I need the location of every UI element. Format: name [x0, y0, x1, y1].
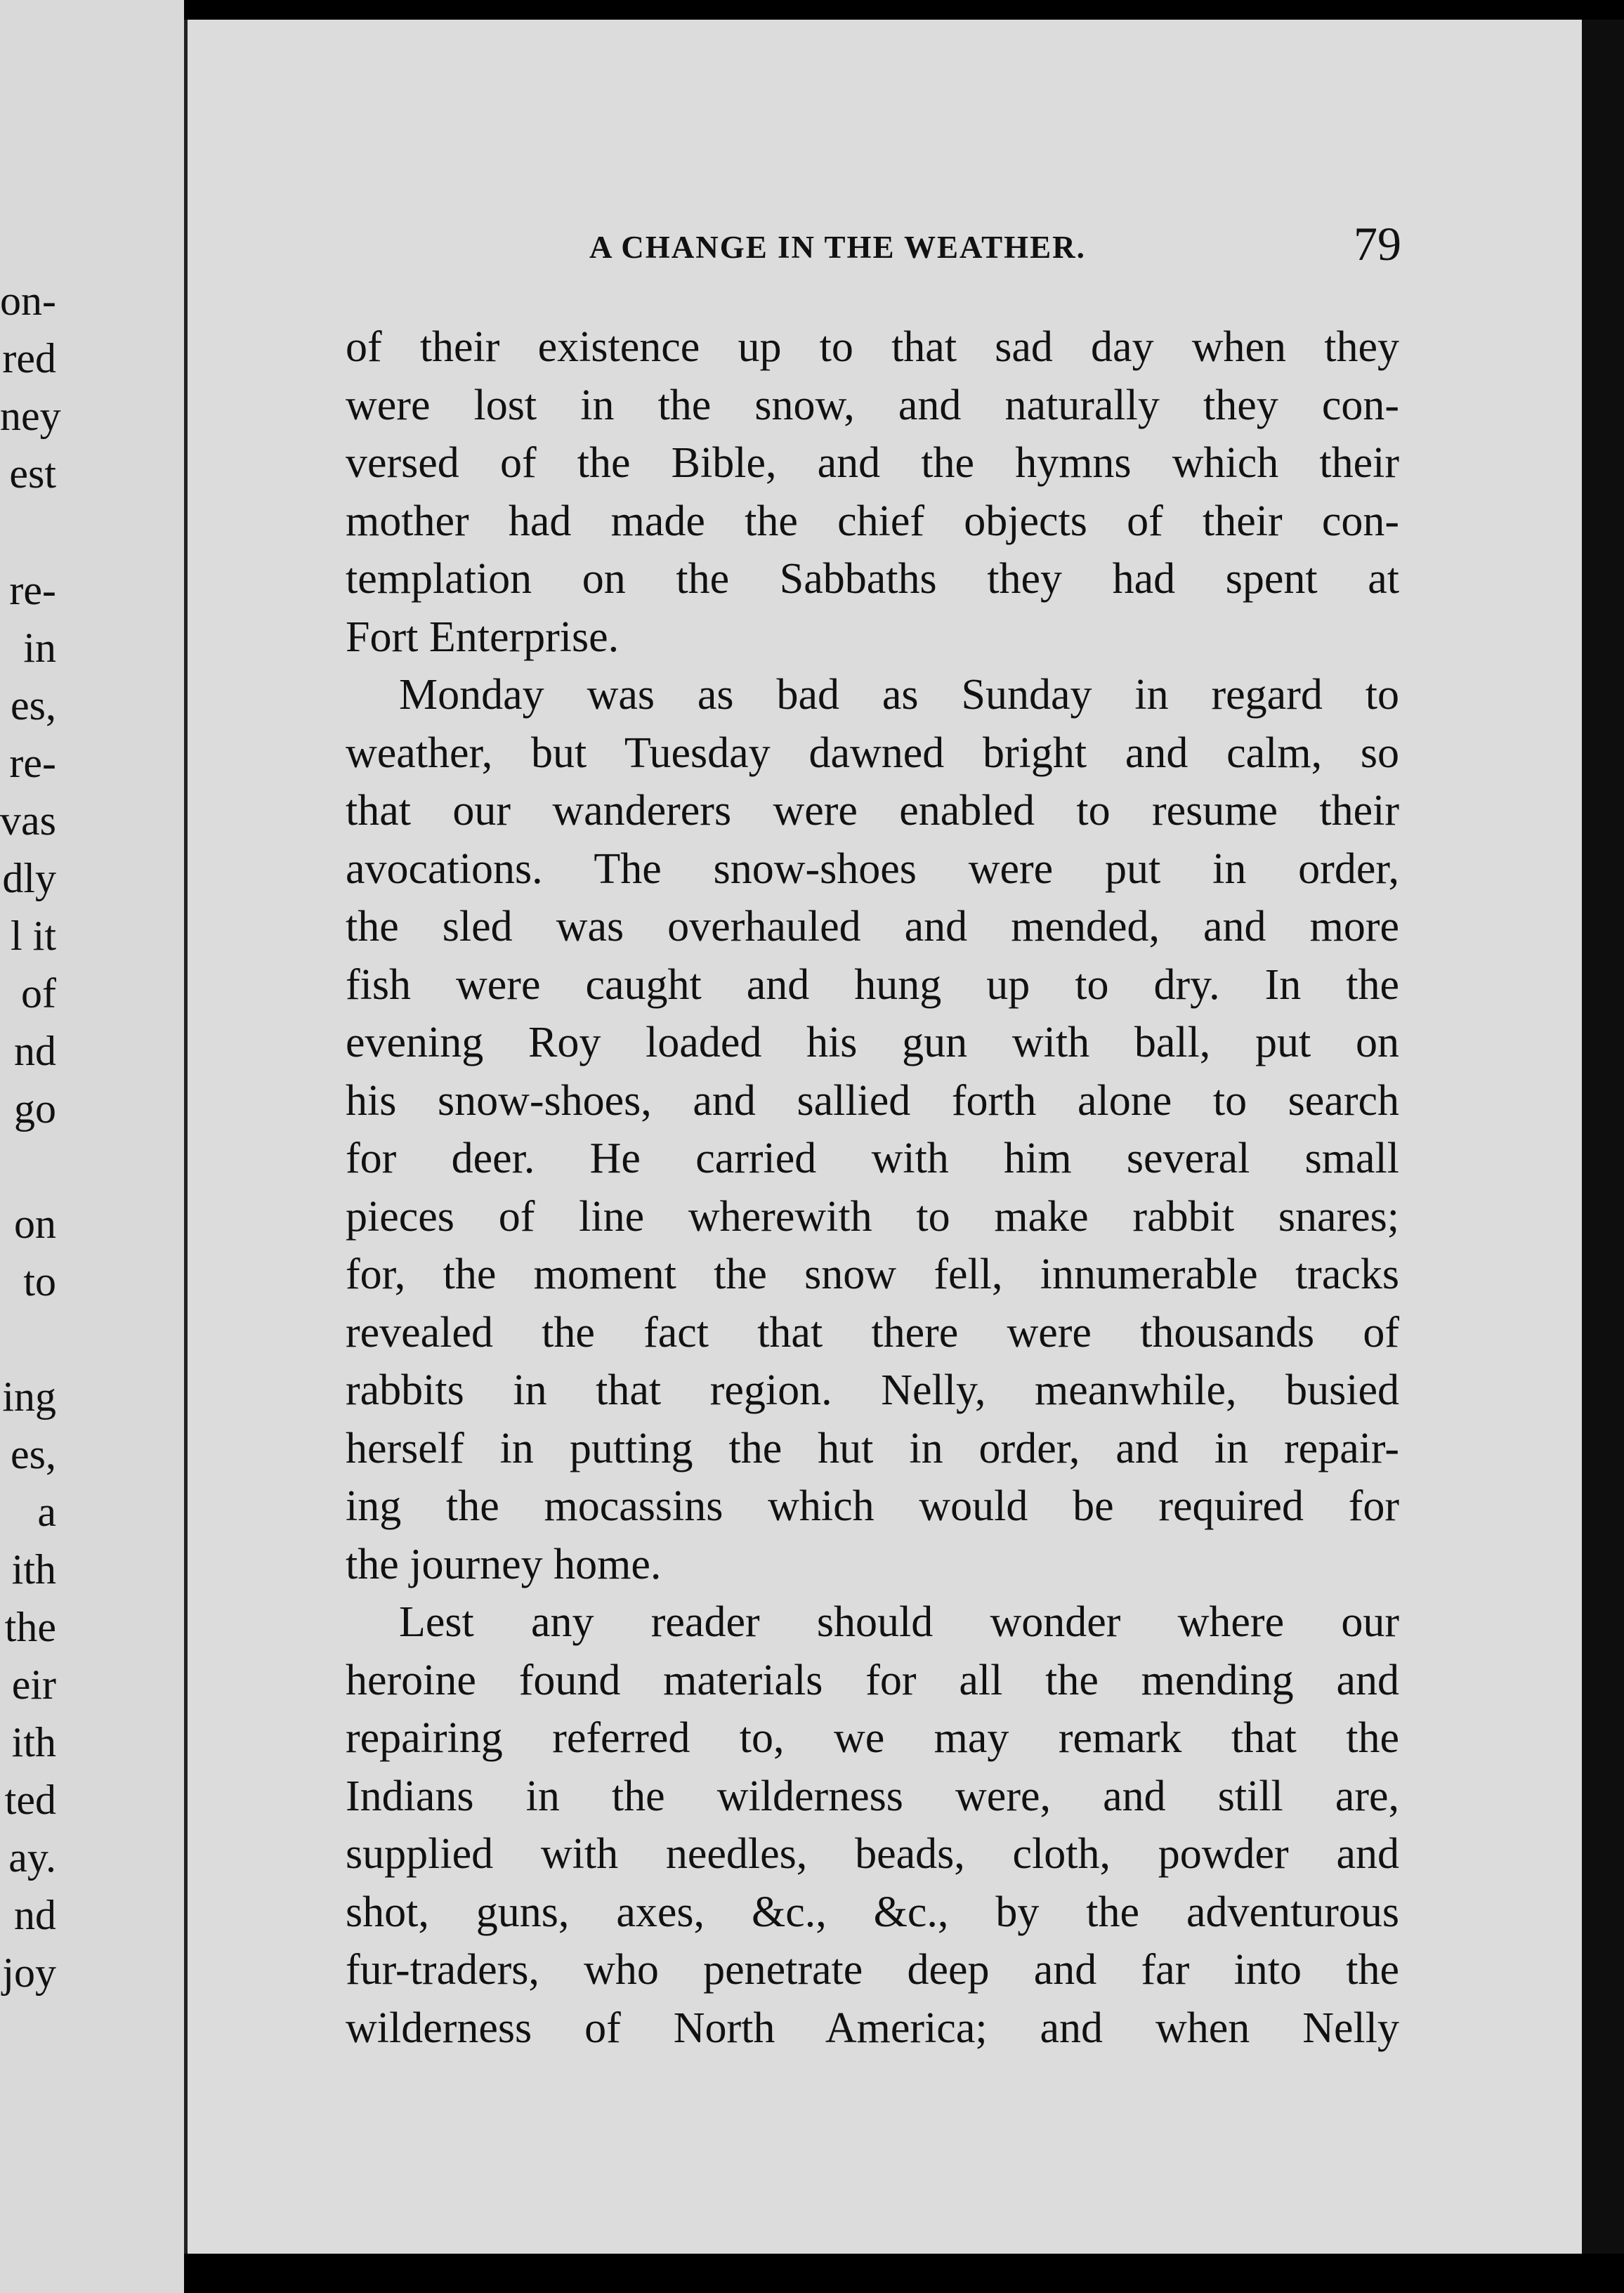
- previous-page-fragment: to: [23, 1258, 56, 1305]
- text-line: Indians in the wilderness were, and still are,: [346, 1772, 1399, 1820]
- text-line: his snow-shoes, and sallied forth alone to search: [346, 1076, 1399, 1125]
- text-line: that our wanderers were enabled to resume their: [346, 787, 1399, 835]
- previous-page-fragment: est: [9, 450, 56, 497]
- text-line: heroine found materials for all the mending and: [346, 1656, 1399, 1704]
- previous-page-fragment: l it: [10, 913, 56, 959]
- previous-page-fragment: dly: [2, 855, 56, 901]
- previous-page-fragment: on-: [0, 277, 56, 324]
- previous-page-fragment: joy: [2, 1949, 56, 1996]
- previous-page-fragment: ith: [11, 1546, 56, 1593]
- previous-page-fragment: ted: [4, 1777, 56, 1823]
- previous-page-fragment: the: [4, 1604, 56, 1650]
- text-line: ing the mocassins which would be required for: [346, 1482, 1399, 1530]
- previous-page-fragment: ing: [2, 1373, 56, 1420]
- text-line: fur-traders, who penetrate deep and far into the: [346, 1946, 1399, 1994]
- previous-page-fragment: of: [21, 970, 56, 1017]
- text-line: revealed the fact that there were thousands of: [346, 1308, 1399, 1357]
- text-line: versed of the Bible, and the hymns which their: [346, 439, 1399, 487]
- text-line: supplied with needles, beads, cloth, powder and: [346, 1830, 1399, 1878]
- text-line: of their existence up to that sad day when they: [346, 323, 1399, 371]
- text-line: herself in putting the hut in order, and in repair-: [346, 1424, 1399, 1472]
- previous-page-fragment: go: [14, 1085, 56, 1132]
- text-line: fish were caught and hung up to dry. In the: [346, 960, 1399, 1009]
- previous-page-edge: [0, 0, 184, 2293]
- text-line: rabbits in that region. Nelly, meanwhile, busied: [346, 1366, 1399, 1414]
- text-line: shot, guns, axes, &c., &c., by the adventurous: [346, 1888, 1399, 1936]
- previous-page-fragment: eir: [11, 1661, 56, 1708]
- book-page: [184, 20, 1582, 2254]
- previous-page-fragment: ay.: [8, 1834, 56, 1881]
- text-line: Lest any reader should wonder where our: [399, 1598, 1399, 1646]
- text-line: templation on the Sabbaths they had spent at: [346, 555, 1399, 603]
- body-text: [346, 318, 1399, 2057]
- previous-page-fragment: re-: [9, 567, 56, 613]
- text-line: for deer. He carried with him several small: [346, 1135, 1399, 1182]
- previous-page-fragment: in: [23, 625, 56, 671]
- text-line: the sled was overhauled and mended, and more: [346, 903, 1399, 950]
- text-line: wilderness of North America; and when Nelly: [346, 2004, 1399, 2052]
- previous-page-fragment: on: [14, 1201, 56, 1247]
- text-line: repairing referred to, we may remark that the: [346, 1714, 1399, 1762]
- previous-page-fragment: ney: [0, 393, 61, 439]
- text-line: mother had made the chief objects of their con-: [346, 497, 1399, 545]
- text-line: pieces of line wherewith to make rabbit snares;: [346, 1192, 1399, 1241]
- previous-page-fragment: a: [37, 1489, 56, 1535]
- text-line: were lost in the snow, and naturally they con-: [346, 381, 1399, 429]
- previous-page-fragment: red: [2, 335, 56, 381]
- text-line: the journey home.: [346, 1540, 662, 1588]
- previous-page-fragment: vas: [0, 797, 56, 844]
- text-line: avocations. The snow-shoes were put in order,: [346, 844, 1399, 893]
- text-line: evening Roy loaded his gun with ball, put on: [346, 1019, 1399, 1066]
- running-head: A CHANGE IN THE WEATHER.: [589, 230, 1086, 265]
- text-line: Fort Enterprise.: [346, 613, 620, 661]
- text-line: for, the moment the snow fell, innumerable tracks: [346, 1250, 1399, 1298]
- page-header: [188, 216, 1582, 280]
- text-line: weather, but Tuesday dawned bright and calm, so: [346, 729, 1399, 777]
- page-number: 79: [1354, 217, 1401, 270]
- text-line: Monday was as bad as Sunday in regard to: [399, 671, 1399, 719]
- previous-page-fragment: es,: [11, 682, 56, 729]
- previous-page-fragment: ith: [11, 1719, 56, 1765]
- previous-page-fragment: re-: [9, 740, 56, 786]
- page-shadow-edge: [1582, 20, 1624, 2254]
- previous-page-fragment: es,: [11, 1431, 56, 1477]
- previous-page-fragment: nd: [14, 1892, 56, 1938]
- previous-page-fragment: nd: [14, 1028, 56, 1074]
